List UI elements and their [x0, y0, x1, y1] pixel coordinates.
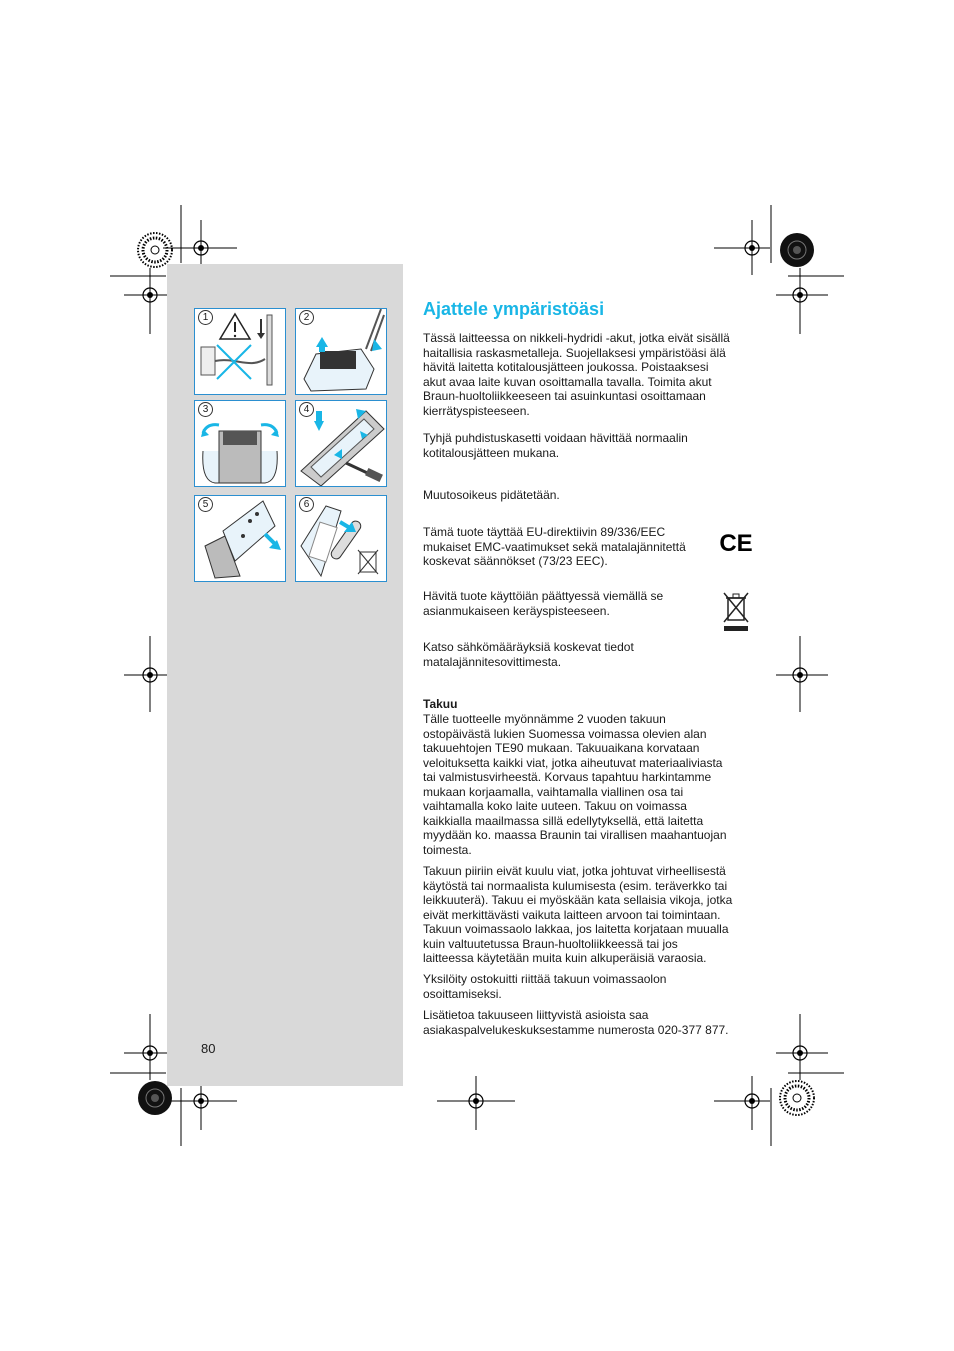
step-panel-6: [295, 495, 387, 582]
warranty-paragraph-3: [423, 972, 753, 1001]
text-line: asiakaspalvelukeskuksestamme numerosta 020-377 877.: [423, 1022, 729, 1037]
text-line: leikkuuterä). Takuu ei myöskään kata sellaisia vikoja, jotka: [423, 893, 733, 907]
warranty-paragraph-2: [423, 864, 753, 966]
text-line: kaikkialla maailmassa sillä edellytyksellä, että laitetta: [423, 813, 704, 828]
step-number: 2: [299, 310, 314, 325]
paragraph-batteries: [423, 331, 753, 418]
step-panel-3: [194, 400, 286, 487]
text-line: toimesta.: [423, 842, 472, 857]
text-line: Tässä laitteessa on nikkeli-hydridi -akut, jotka eivät sisällä: [423, 331, 730, 345]
text-line: Hävitä tuote käyttöiän päättyessä viemällä se: [423, 589, 664, 603]
warranty-paragraph-1: [423, 712, 753, 857]
step-panel-2: [295, 308, 387, 395]
text-line: mukaan korjaamalla, vaihtamalla viallinen osa tai: [423, 784, 684, 799]
text-line: hävitä laitetta kotitalousjätteen joukossa. Poistaaksesi: [423, 360, 709, 374]
text-line: takuuehtojen TE90 mukaan. Takuuaikana korvataan: [423, 741, 700, 755]
warranty-paragraph-4: [423, 1008, 753, 1037]
text-line: Tämä tuote täyttää EU-direktiivin 89/336/EEC: [423, 525, 666, 539]
text-line: käytöstä tai normaalista kulumisesta (esim. teräverkko tai: [423, 878, 728, 893]
text-line: myydään ko. maassa Braunin tai virallisen maahantuojan: [423, 828, 727, 842]
text-line: kierrätyspisteeseen.: [423, 403, 530, 418]
step-panel-5: [194, 495, 286, 582]
step-panel-1: [194, 308, 286, 395]
warranty-title: Takuu: [423, 697, 458, 711]
step-number: 6: [299, 497, 314, 512]
text-line: kuin valtuutetussa Braun-huoltoliikkeessä tai jos: [423, 936, 678, 951]
text-line: osoittamiseksi.: [423, 986, 502, 1001]
text-line: Yksilöity ostokuitti riittää takuun voimassaolon: [423, 972, 667, 986]
text-line: vaihtamalla koko laite uuteen. Takuu on voimassa: [423, 799, 687, 813]
text-line: tai valmistusvirheestä. Korvaus tapahtuu harkintamme: [423, 770, 712, 784]
step-panel-4: [295, 400, 387, 487]
paragraph-ce-compliance: [423, 525, 753, 569]
crossed-out-bin-icon: [721, 590, 751, 632]
text-line: Tyhjä puhdistuskasetti voidaan hävittää normaalin: [423, 431, 688, 445]
paragraph-adapter: [423, 640, 753, 669]
text-line: eivät merkittävästi vaikuta laitteen arvoon tai toimintaan.: [423, 907, 721, 922]
ce-mark-icon: [719, 525, 753, 559]
ce-mark-text: CE: [719, 530, 753, 557]
text-line: Katso sähkömääräyksiä koskevat tiedot: [423, 640, 634, 654]
text-line: haitallisia raskasmetalleja. Suojellaksesi ympäristöäsi älä: [423, 345, 726, 360]
paragraph-rights: Muutosoikeus pidätetään.: [423, 488, 560, 502]
text-line: Lisätietoa takuuseen liittyvistä asioista saa: [423, 1008, 649, 1022]
step-number: 3: [198, 402, 213, 417]
text-line: ostopäivästä lukien Suomessa voimassa olevien alan: [423, 726, 707, 741]
text-line: Takuun piiriin eivät kuulu viat, jotka johtuvat virheellisestä: [423, 864, 726, 878]
page-number: 80: [201, 1041, 216, 1056]
paragraph-cartridge: [423, 431, 753, 460]
text-line: matalajännitesovittimesta.: [423, 654, 562, 669]
text-line: koskevat säännökset (73/23 EEC).: [423, 554, 608, 568]
text-line: akut avaa laite kuvan osoittamalla tavalla. Toimita akut: [423, 374, 712, 389]
paragraph-disposal: [423, 589, 753, 618]
text-line: laitteessa käytetään muita kuin alkuperäisiä varaosia.: [423, 951, 707, 965]
text-line: Takuun voimassaolo lakkaa, jos laitetta korjataan muualla: [423, 922, 729, 936]
text-line: Tälle tuotteelle myönnämme 2 vuoden takuun: [423, 712, 666, 726]
text-line: veloituksetta kaikki viat, jotka aiheutuvat materiaaliviasta: [423, 755, 723, 770]
text-line: asianmukaiseen keräyspisteeseen.: [423, 603, 610, 618]
text-line: mukaiset EMC-vaatimukset sekä matalajännitettä: [423, 539, 686, 554]
text-line: kotitalousjätteen mukana.: [423, 445, 560, 460]
step-number: 4: [299, 402, 314, 417]
text-line: Braun-huoltoliikkeeseen tai asuinkuntasi osoittamaan: [423, 389, 706, 403]
step-number: 1: [198, 310, 213, 325]
step-number: 5: [198, 497, 213, 512]
page-title: Ajattele ympäristöäsi: [423, 299, 605, 319]
